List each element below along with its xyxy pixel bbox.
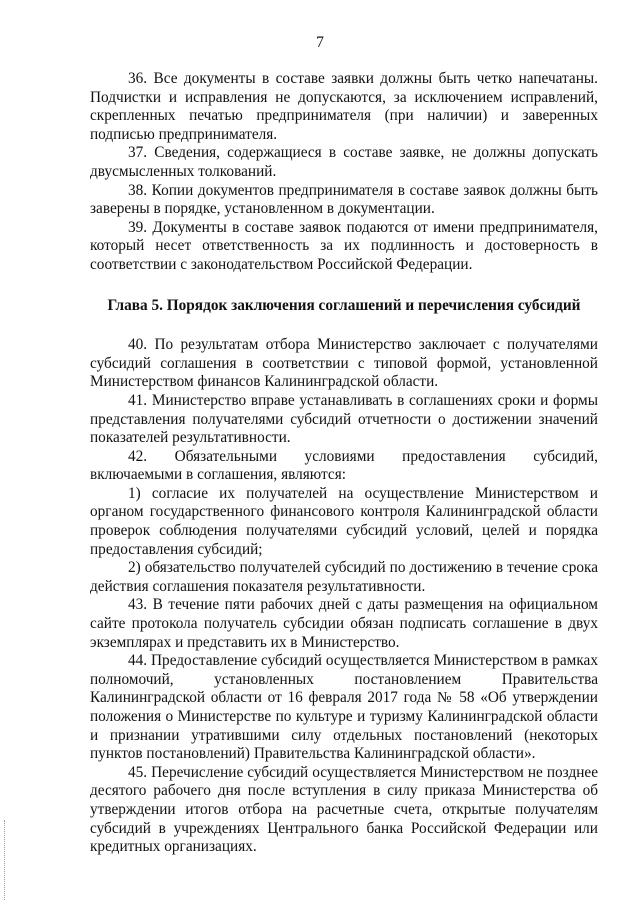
document-body bbox=[90, 70, 598, 857]
paragraph-44: 44. Предоставление субсидий осуществляется Министерством в рамках полномочий, установленных постановлением Правительства Калининградской области от 16 февраля 2017 года № 58 «Об утверждении положения о Министерстве по культуре и туризму Калининградской области и признании утратившими силу отдельных постановлений (некоторых пунктов постановлений) Правительства Калининградской области». bbox=[90, 652, 598, 763]
page-number: 7 bbox=[316, 34, 324, 51]
chapter-title: Глава 5. Порядок заключения соглашений и перечисления субсидий bbox=[107, 296, 581, 314]
scan-margin-marks bbox=[4, 820, 8, 900]
list-item-1: 1) согласие их получателей на осуществление Министерством и органом государственного финансового контроля Калининградской области проверок соблюдения получателями субсидий условий, целей и порядка предоставления субсидий; bbox=[90, 484, 598, 558]
paragraph-42: 42. Обязательными условиями предоставления субсидий, включаемыми в соглашения, являются: bbox=[90, 447, 598, 484]
list-item-2: 2) обязательство получателей субсидий по достижению в течение срока действия соглашения показателя результативности. bbox=[90, 559, 598, 595]
paragraph-45: 45. Перечисление субсидий осуществляется Министерством не позднее десятого рабочего дня после вступления в силу приказа Министерства об утверждении итогов отбора на расчетные счета, открытые получателям субсидий в учреждениях Центрального банка Российской Федерации или кредитных организациях. bbox=[90, 763, 598, 856]
paragraph-39: 39. Документы в составе заявок подаются от имени предпринимателя, который несет ответственность за их подлинность и достоверность в соответствии с законодательством Российской Федерации. bbox=[90, 218, 598, 273]
paragraph-40: 40. По результатам отбора Министерство заключает с получателями субсидий соглашения в соответствии с типовой формой, установленной Министерством финансов Калининградской области. bbox=[90, 336, 598, 391]
paragraph-38: 38. Копии документов предпринимателя в составе заявок должны быть заверены в порядке, установленном в документации. bbox=[90, 181, 598, 218]
paragraph-41: 41. Министерство вправе устанавливать в соглашениях сроки и формы представления получателями субсидий отчетности о достижении значений показателей результативности. bbox=[90, 391, 598, 447]
paragraph-36: 36. Все документы в составе заявки должны быть четко напечатаны. Подчистки и исправления не допускаются, за исключением исправлений, скрепленных печатью предпринимателя (при наличии) и заверенных подписью предпринимателя. bbox=[90, 70, 598, 143]
paragraph-37: 37. Сведения, содержащиеся в составе заявке, не должны допускать двусмысленных толкований. bbox=[90, 144, 598, 180]
paragraph-43: 43. В течение пяти рабочих дней с даты размещения на официальном сайте протокола получатель субсидии обязан подписать соглашение в двух экземплярах и представить их в Министерство. bbox=[90, 596, 598, 651]
